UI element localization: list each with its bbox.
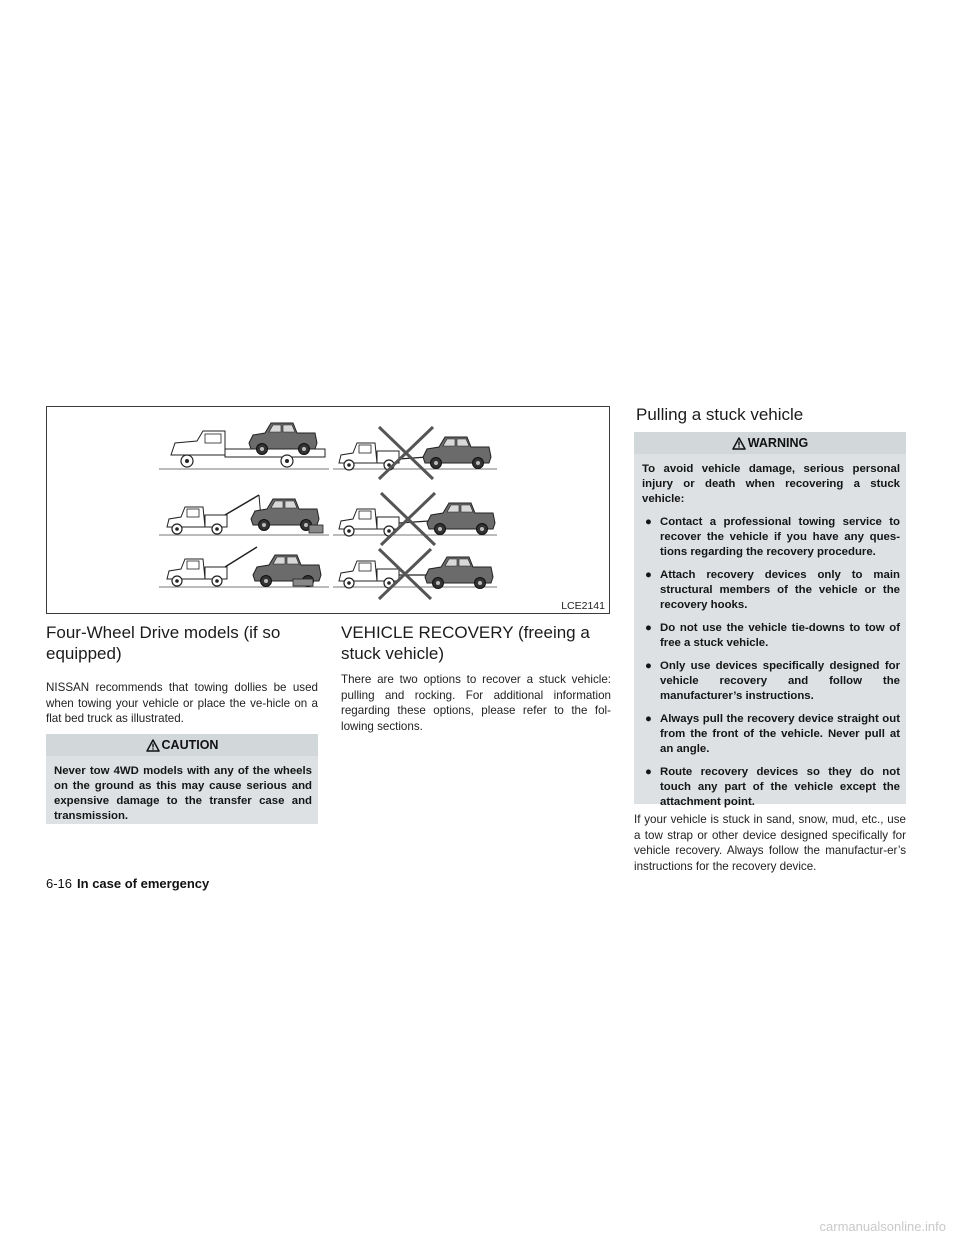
caution-title: CAUTION — [161, 738, 219, 752]
warning-box — [634, 432, 906, 808]
bullet-icon: ● — [645, 660, 652, 672]
caution-header — [46, 734, 318, 756]
vehicle-recovery-heading: VEHICLE RECOVERY (freeing a stuck vehicle) — [341, 623, 590, 663]
page-number: 6-16 — [46, 876, 73, 891]
wheel-lift-crossed-drawing — [333, 427, 497, 479]
list-item: ● Only use devices specifically designed for vehicle recovery and follow the manufacturer’s instructions. — [645, 660, 900, 702]
caution-box — [46, 734, 318, 824]
list-item: ● Attach recovery devices only to main structural members of the vehicle or the recovery hooks. — [645, 569, 900, 611]
warning-header — [634, 432, 906, 454]
warning-list — [642, 515, 900, 810]
list-item: ● Always pull the recovery device straight out from the front of the vehicle. Never pull at an angle. — [645, 713, 900, 755]
all-wheels-crossed-drawing — [333, 549, 497, 599]
pulling-stuck-vehicle-heading: Pulling a stuck vehicle — [636, 405, 804, 424]
warning-intro: To avoid vehicle damage, serious personal injury or death when recovering a stuck vehicle: — [642, 463, 900, 505]
page-footer — [46, 876, 209, 891]
tow-dolly-rear-drawing — [159, 547, 329, 587]
bullet-icon: ● — [645, 622, 652, 634]
warning-triangle-icon — [732, 437, 746, 450]
list-item: ● Route recovery devices so they do not touch any part of the vehicle except the attachment point. — [645, 766, 900, 808]
bullet-icon: ● — [645, 766, 652, 778]
vehicle-recovery-paragraph: There are two options to recover a stuck vehicle: pulling and rocking. For additional information regarding these options, please refer to the fol-lowing sections. — [341, 673, 611, 733]
watermark: carmanualsonline.info — [819, 1219, 946, 1234]
towing-illustration — [46, 406, 610, 614]
flatbed-truck-drawing — [159, 423, 329, 469]
figure-code: LCE2141 — [561, 600, 605, 612]
section-title: In case of emergency — [77, 876, 210, 891]
bullet-icon: ● — [645, 516, 652, 528]
tow-dolly-drawing — [159, 495, 329, 535]
warning-title: WARNING — [747, 436, 809, 450]
rear-lift-crossed-drawing — [333, 493, 497, 545]
list-item: ● Do not use the vehicle tie-downs to tow of free a stuck vehicle. — [645, 622, 900, 649]
four-wheel-drive-paragraph: NISSAN recommends that towing dollies be used when towing your vehicle or place the ve-hicle on a flat bed truck as illustrated. — [46, 681, 318, 726]
stuck-vehicle-paragraph: If your vehicle is stuck in sand, snow, mud, etc., use a tow strap or other device designed specifically for vehicle recovery. Always follow the manufactur-er’s instructions for the recovery device. — [634, 813, 906, 873]
bullet-icon: ● — [645, 569, 652, 581]
towing-methods-drawing — [47, 407, 609, 613]
caution-text: Never tow 4WD models with any of the wheels on the ground as this may cause serious and expensive damage to the transfer case and transmission. — [54, 765, 312, 822]
four-wheel-drive-heading: Four-Wheel Drive models (if so equipped) — [46, 623, 281, 663]
warning-triangle-icon — [146, 739, 160, 752]
list-item: ● Contact a professional towing service to recover the vehicle if you have any ques-tions regarding the recovery procedure. — [645, 516, 900, 558]
bullet-icon: ● — [645, 713, 652, 725]
